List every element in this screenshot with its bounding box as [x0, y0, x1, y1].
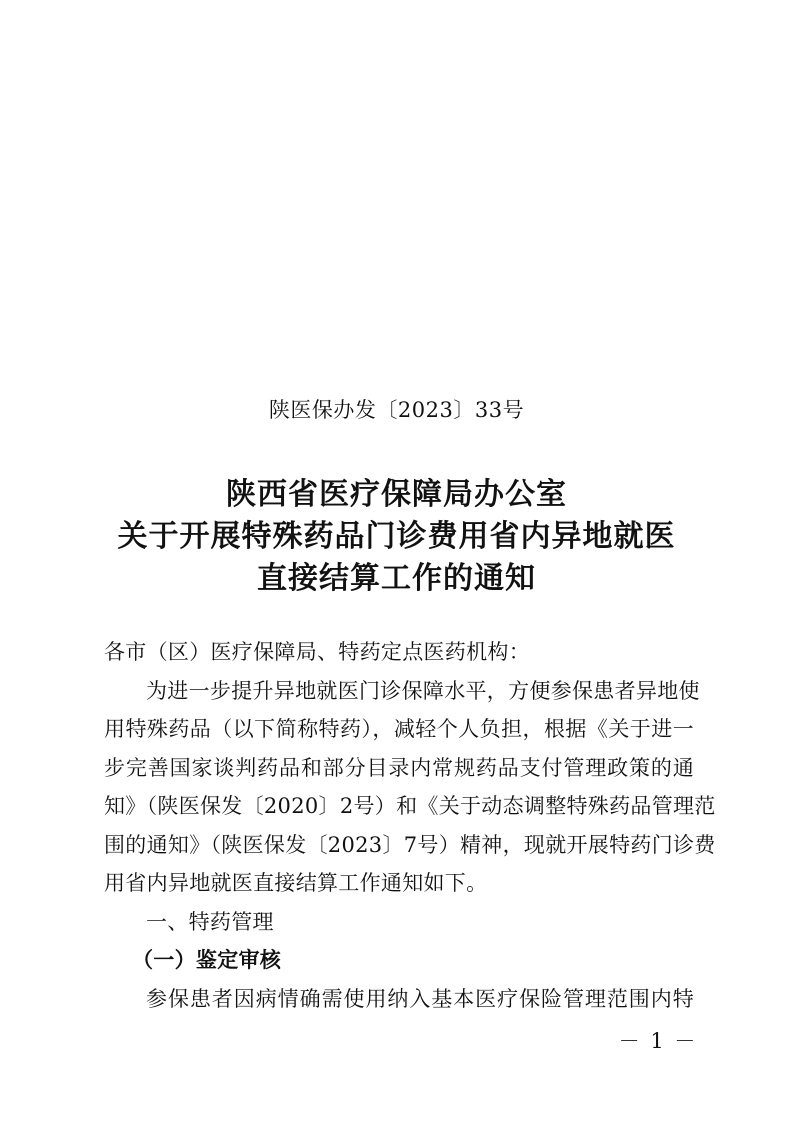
document-title — [0, 474, 793, 600]
title-line-2: 关于开展特殊药品门诊费用省内异地就医 — [117, 519, 676, 554]
subsection-heading-1: （一）鉴定审核 — [132, 947, 282, 972]
section-heading-1: 一、特药管理 — [146, 909, 274, 934]
paragraph-1-line-6: 用省内异地就医直接结算工作通知如下。 — [104, 871, 488, 895]
addressee: 各市（区）医疗保障局、特药定点医药机构： — [104, 640, 530, 664]
page-number: － 1 － — [618, 1029, 698, 1053]
paragraph-1-line-3: 步完善国家谈判药品和部分目录内常规药品支付管理政策的通 — [104, 755, 694, 780]
document-body — [104, 633, 716, 1018]
title-line-1: 陕西省医疗保障局办公室 — [226, 477, 567, 512]
paragraph-1-line-2: 用特殊药品（以下简称特药），减轻个人负担，根据《关于进一 — [104, 717, 694, 741]
document-number: 陕医保办发〔2023〕33号 — [268, 398, 525, 422]
paragraph-1-line-4: 知》（陕医保发〔2020〕2号）和《关于动态调整特殊药品管理范 — [104, 794, 716, 818]
paragraph-1 — [104, 672, 716, 903]
paragraph-2-line-1: 参保患者因病情确需使用纳入基本医疗保险管理范围内特 — [146, 986, 694, 1011]
paragraph-1-line-5: 围的通知》（陕医保发〔2023〕7号）精神，现就开展特药门诊费 — [104, 832, 716, 857]
title-line-3: 直接结算工作的通知 — [257, 561, 536, 596]
paragraph-1-line-1: 为进一步提升异地就医门诊保障水平，方便参保患者异地使 — [146, 678, 700, 703]
